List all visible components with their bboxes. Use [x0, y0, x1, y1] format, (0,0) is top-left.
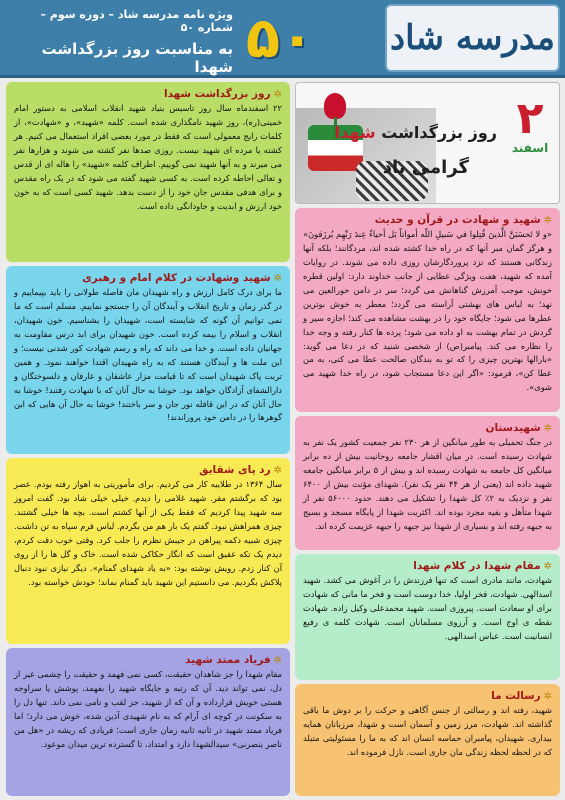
issue-line: ویژه نامه مدرسه شاد – دوره سوم – شماره ۵۰: [40, 8, 233, 34]
logo-text: مدرسه شاد: [389, 18, 556, 58]
star-icon: ✲: [543, 690, 552, 702]
star-icon: ✲: [273, 88, 282, 100]
section-body: در جنگ تحمیلی به طور میانگین از هر ۲۳۰ نفر جمعیت کشور یک نفر به شهادت رسیده است. در میان اقشار جامعه روحانیت بیش از ده برابر میانگین کل جامعه به شهادت رسیده اند و بیش از ۵ برابر میانگین جامعه شهید داده اند (یعنی از هر ۴۴ نفر یک نفر). شهدای مؤنث بیش از ۶۴۰۰ نفر و نزدیک به ۲٪ کل شهدا را تشکیل می دهند. حدود ۵۶۰۰۰ نفر از شهدا متأهل و بقیه مجرد بوده اند. اکثریت شهدا از پایگاه مسجد و بسیج به جبهه رفته اند و بسیاری از شهدا نیز جبهه را جبهه عزیمت کرده اند.: [303, 437, 553, 531]
star-icon: ✲: [543, 560, 552, 572]
section-title: ✲ فریاد ممتد شهید: [185, 654, 282, 666]
occasion-banner: [295, 82, 560, 204]
section-title: ✲ شهیدستان: [485, 422, 552, 434]
date-number: ۲: [516, 93, 544, 144]
logo: [385, 4, 560, 72]
section-resalat: [295, 684, 560, 796]
star-icon: ✲: [273, 464, 282, 476]
section-body: مقام شهدا را جز شاهدان حقیقت، کسی نمی فهمد و حقیقت را چشمی غیر از دل، نمی تواند دید. آن که رتبه و جایگاه شهید را بفهمد، پوشش یا سراوجه هستی خویش قرارداده و آن که از شهید، جز لقب و نامی نمی داند. تنها دل را به سکونت در کوچه ای آرام که به نام شهیدی آذین شده، خوش می دارد؛ اما فریاد ممتد شهید در ثانیه ثانیه زمان جاری است؛ فریادی که ریشه در «هل من ناصر ینصرنی» سیدالشهدا دارد و امتداد، تا گسترده ترین میدان موعود.: [14, 669, 282, 749]
star-icon: ✲: [543, 214, 552, 226]
banner-date: [507, 93, 553, 197]
section-shahidestan: [295, 416, 560, 550]
section-faryad: [6, 648, 290, 796]
section-body: ۲۲ اسفندماه سال روز تاسیس بنیاد شهید انقلاب اسلامی به دستور امام خمینی(ره)، روز شهید نامگذاری شده است. کلمه «شهید»، و «شهادت»، از کلمات رایج معمولی است که فقط در مورد بعضی افراد استعمال می کنیم. هر کشته یا مرده ای شهید نیست. روزی صدها نفر کشته می شوند و هزارها نفر می میرند و به آنها شهید نمی گوییم. اطراف کلمه «شهید» را هاله ای از قدس و تعالی احاطه کرده است. به کسی شهید گفته می شود که در یک راه مقدس و برای هدفی مقدس جان خود را از دست بدهد. شهید کسی است که به خون خود ارزش و ابدیت و جاودانگی داده است.: [14, 103, 282, 211]
section-title: ✲ روز بزرگداشت شهدا: [164, 88, 282, 100]
issue-number: ۵۰: [245, 5, 315, 71]
section-body: «و لا تَحسَبَنَّ الَّذينَ قُتِلوا في سَبيلِ اللّه أمواتاً بَل أحياءٌ عِندَ رَبِّهِم يُرزَقونَ» و هرگز گمان مبر آنها که در راه خدا کشته شده اند، مردگانند؛ بلکه آنها زندگانی هستند که نزد پروردگارشان روزی داده می شوند. در روایات آمده که شهید، هفت ویژگی عطایی از جانب خداوند دارد: اولین قطره خونش، موجب آمرزش گناهانش می گردد؛ سر در دامن حورالعین می نهد؛ به لباس های بهشتی آراسته می گردد؛ معطر به خوش بوترین عطرها می شود؛ جایگاه خود را در بهشت مشاهده می کند؛ اجازه سیر و گردش در تمام بهشت به او داده می شود؛ پرده ها کنار رفته و وجه خدا را نظاره می کند. پیامبر(ص) از شخصی شنید که در دعا می گوید: «بارالها بهترین چیزی را که تو به بندگان صالحت عطا می کنی، به من عطا کن»، فرمود: «اگر این دعا مستجاب شود، در راه خدا شهید می شوی».: [303, 229, 552, 393]
section-body: شهید، رفته اند و رسالتی از جنس آگاهی و حرکت را بر دوش ما باقی گذاشته اند. شهادت، مرز زمین و آسمان است و شهدا، مرزبانان همایه بیداری. شهیدان، پیامبران حماسه انسان اند که به ما را مسئولیتی متبلد که در لحظه لحظه زندگی مان جاری است. نازل فرموده اند.: [303, 705, 552, 757]
header-bar: [0, 0, 565, 78]
section-imam: [6, 266, 290, 454]
star-icon: ✲: [543, 422, 552, 434]
section-roz-shahid: [6, 82, 290, 262]
section-title: ✲ مقام شهدا در کلام شهدا: [413, 560, 552, 572]
section-title: ✲ شهید وشهادت در کلام امام و رهبری: [82, 272, 282, 284]
section-quran: [295, 208, 560, 412]
section-body: شهادت، مانند مادری است که تنها فرزندش را در آغوش می کشد. شهید اسدالهی. شهادت، فخر اولیا، خدا دوست است و فخر ما مانی که شهادت برای او سعادت است. پیروزی است. شهید محمدعلی وکیل زاده. شهادت نقطه ی اوج است. و آرزوی مسلمانان است. شهادت کلمه ی رفیع انسانیت است. عباس اسدالهی.: [303, 575, 552, 641]
section-title: ✲ رد پای شقایق: [199, 464, 282, 476]
section-title: ✲ شهید و شهادت در قرآن و حدیث: [374, 214, 552, 226]
section-title: ✲ رسالت ما: [491, 690, 552, 702]
star-icon: ✲: [273, 272, 282, 284]
section-maqam: [295, 554, 560, 680]
section-shaghayegh: [6, 458, 290, 644]
date-month: اسفند: [511, 141, 549, 155]
star-icon: ✲: [273, 654, 282, 666]
issue-number-badge: [235, 4, 325, 72]
occasion-line: به مناسبت روز بزرگداشت شهدا: [41, 40, 233, 76]
section-body: ما برای درک کامل ارزش و راه شهیدان مان فاصله طولانی را باید بپیماییم و در گذر زمان و تاریخ انقلاب و آیندگان آن را جستجو نماییم. مسلم است که ما نمی توانیم آن گونه که شایسته است، شهیدان را بشناسیم. خون شهیدان، انقلاب و اسلام را بیمه کرده است. خون شهیدان برای ابد درس مقاومت به جهانیان داده است. و خدا می داند که راه و رسم شهادت کور شدنی نیست؛ و این ملت ها و آیندگان هستند که به راه شهیدان اقتدا خواهند نمود. و همین تربت پاک شهیدان است که تا قیامت مزار عاشقان و عارفان و دلسوختگان و دارالشفای آزادگان خواهد بود. خوشا به حال آنان که با شهادت رفتند! خوشا به حال آنان که در این قافله نور جان و سر باختند! خوشا به حال آن هایی که این گوهرها را در دامن خود پروراندند!: [14, 287, 282, 423]
banner-line2: گرامی باد: [382, 157, 469, 178]
banner-line1: روز بزرگداشت شهدا: [334, 123, 497, 142]
section-body: سال ۱۳۶۴ در طلاییه کار می کردیم. برای مأموریتی به اهواز رفته بودم. عصر بود که برگشتم مقر. شهید غلامی را دیدم. خیلی خیلی شاد بود. گفت امروز سه شهید پیدا کردیم که فقط یکی از آنها کشتم است. بچه ها خیلی گشتند. چیزی همراهش نبود. گفتم یک بار هم من بگردم. لباس فرم سپاه به تن داشت. چیزی شبیه دکمه پیراهن در جیبش نظرم را جلب کرد. وقتی خوب دقت کردم، دیدم یک تکه عقیق است که انگار حکاکی شده است. خاک و گل ها را از روی آن کنار زدم. رویش نوشته بود: «به یاد شهدای گمنام». دیگر نیازی نبود دنبال پلاکش بگردیم. می دانستیم این شهید باید گمنام بماند؛ خودش خواسته بود.: [14, 479, 282, 587]
